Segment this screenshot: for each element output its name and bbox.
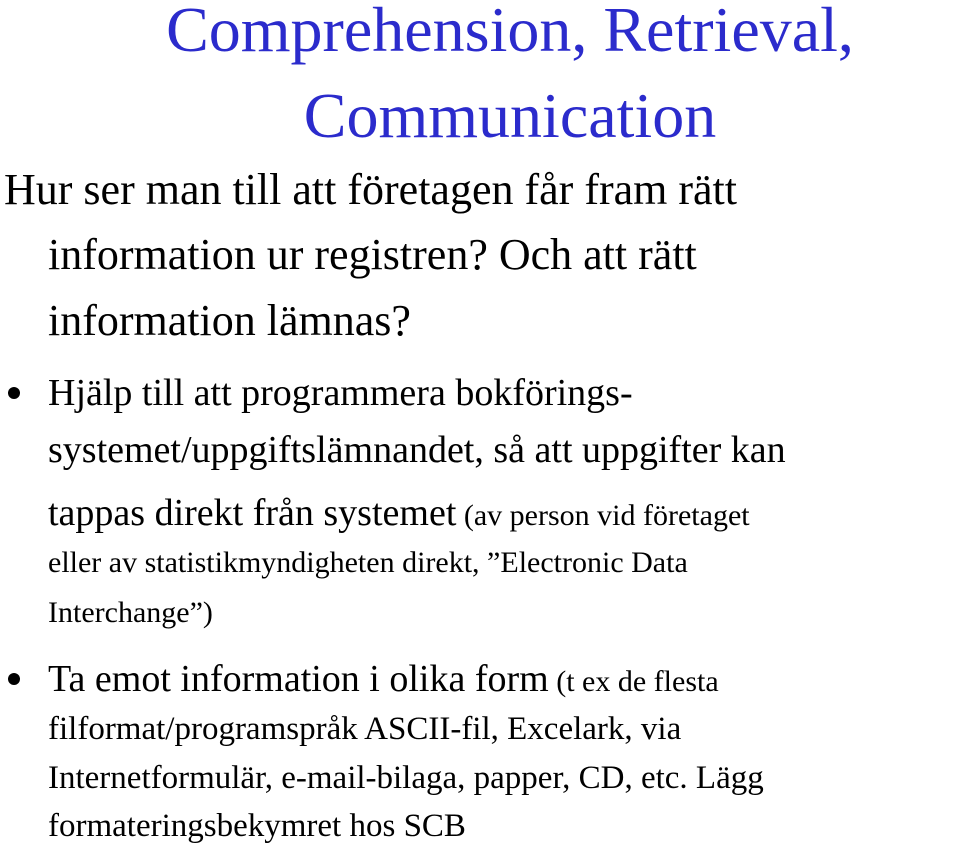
bullet-1-line-4: eller av statistikmyndigheten direkt, ”Electronic Data <box>48 546 688 579</box>
question-line-1: Hur ser man till att företagen får fram rätt <box>4 165 738 214</box>
bullet-1-line-3-main: tappas direkt från systemet <box>48 492 457 534</box>
question-line-3: information lämnas? <box>48 296 411 345</box>
bullet-dot-icon <box>8 387 20 399</box>
slide-title-line-2: Communication <box>303 80 717 151</box>
bullet-1-line-3-small: (av person vid företaget <box>456 499 750 532</box>
question-line-2: information ur registren? Och att rätt <box>48 230 697 279</box>
slide-title-line-1: Comprehension, Retrieval, <box>166 0 854 65</box>
bullet-1-line-5: Interchange”) <box>48 596 213 629</box>
bullet-1-line-2: systemet/uppgiftslämnandet, så att uppgifter kan <box>48 429 786 471</box>
bullet-2-line-1-main: Ta emot information i olika form <box>48 658 549 700</box>
bullet-1-line-3 <box>48 493 750 533</box>
bullet-2-line-1-small: (t ex de flesta <box>548 665 719 698</box>
bullet-dot-icon <box>8 673 20 685</box>
bullet-2-line-2: filformat/programspråk ASCII-fil, Excelark, via <box>48 711 682 747</box>
bullet-1-line-1: Hjälp till att programmera bokförings- <box>48 372 633 414</box>
bullet-2-line-1 <box>48 659 719 699</box>
bullet-2-line-4: formateringsbekymret hos SCB <box>48 808 466 844</box>
bullet-2-line-3: Internetformulär, e-mail-bilaga, papper, CD, etc. Lägg <box>48 760 764 796</box>
